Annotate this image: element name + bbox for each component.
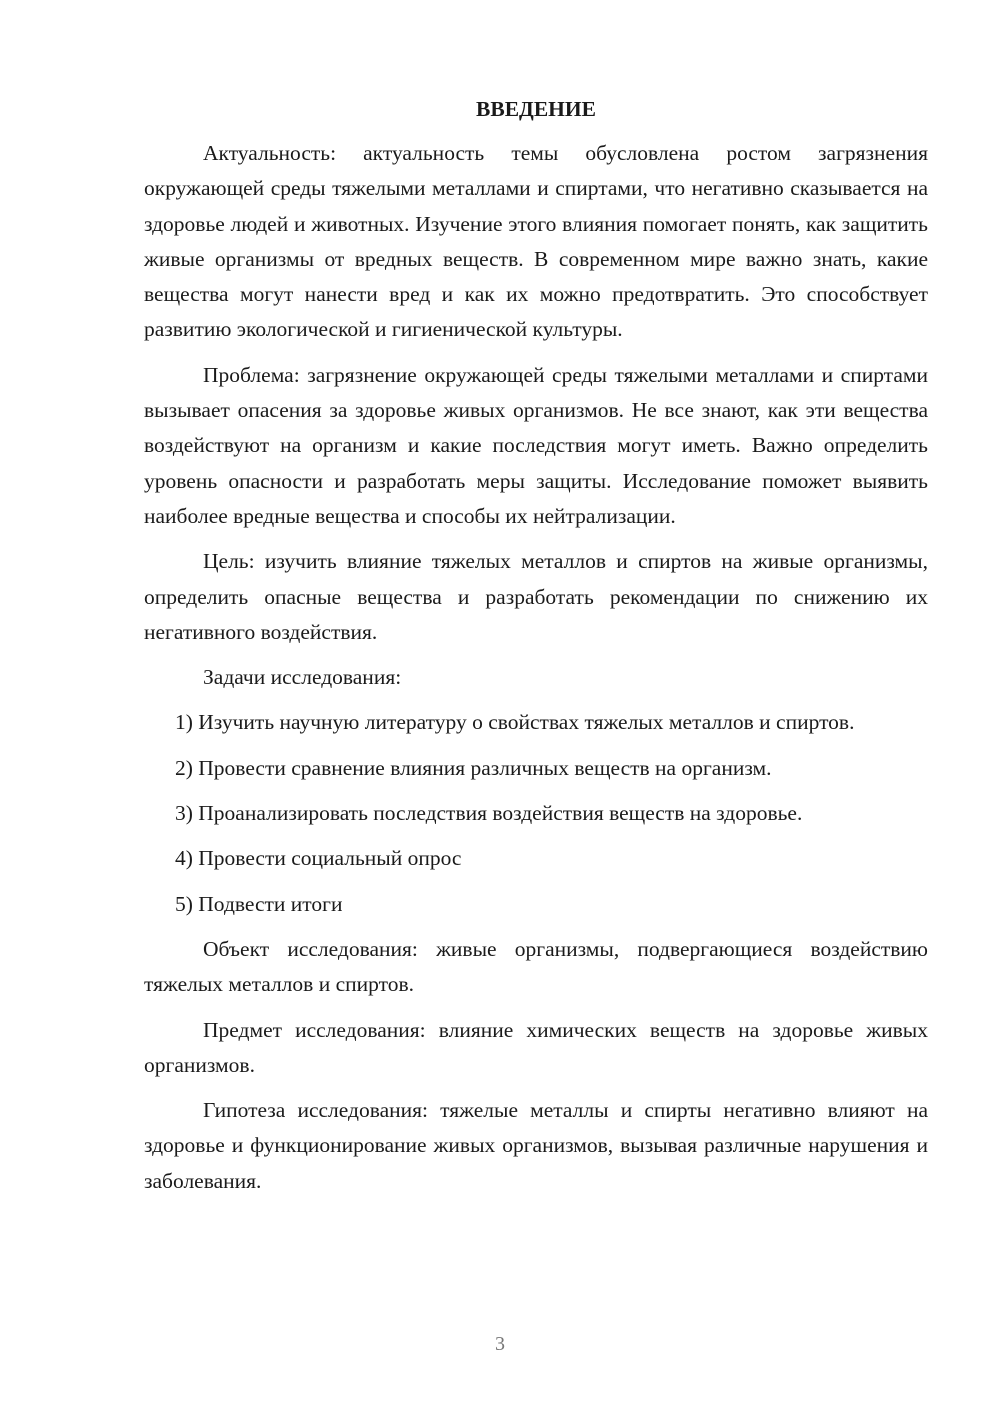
task-item: 5) Подвести итоги (175, 891, 343, 916)
problem-paragraph: Проблема: загрязнение окружающей среды тяжелыми металлами и спиртами вызывает опасения за здоровье живых организмов. Не все знают, как эти вещества воздействуют на организм и какие последствия могут иметь. Важно определить уровень опасности и разработать меры защиты. Исследование поможет выявить наиболее вредные вещества и способы их нейтрализации. (144, 362, 928, 528)
tasks-list (144, 705, 928, 921)
relevance-paragraph: Актуальность: актуальность темы обусловлена ростом загрязнения окружающей среды тяжелыми металлами и спиртами, что негативно сказывается на здоровье людей и животных. Изучение этого влияния помогает понять, как защитить живые организмы от вредных веществ. В современном мире важно знать, какие вещества могут нанести вред и как их можно предотвратить. Это способствует развитию экологической и гигиенической культуры. (144, 141, 928, 342)
tasks-heading: Задачи исследования: (203, 665, 402, 690)
task-item: 1) Изучить научную литературу о свойствах тяжелых металлов и спиртов. (175, 710, 855, 735)
task-item: 4) Провести социальный опрос (175, 846, 462, 871)
document-page (144, 92, 928, 1209)
hypothesis-paragraph: Гипотеза исследования: тяжелые металлы и спирты негативно влияют на здоровье и функционирование живых организмов, вызывая различные нарушения и заболевания. (144, 1098, 928, 1193)
section-title: ВВЕДЕНИЕ (476, 97, 596, 121)
object-paragraph: Объект исследования: живые организмы, подвергающиеся воздействию тяжелых металлов и спиртов. (144, 936, 928, 997)
goal-paragraph: Цель: изучить влияние тяжелых металлов и спиртов на живые организмы, определить опасные вещества и разработать рекомендации по снижению их негативного воздействия. (144, 549, 928, 644)
subject-paragraph: Предмет исследования: влияние химических веществ на здоровье живых организмов. (144, 1017, 928, 1077)
page-number: 3 (495, 1333, 505, 1355)
task-item: 2) Провести сравнение влияния различных веществ на организм. (175, 755, 772, 780)
task-item: 3) Проанализировать последствия воздействия веществ на здоровье. (175, 801, 803, 826)
